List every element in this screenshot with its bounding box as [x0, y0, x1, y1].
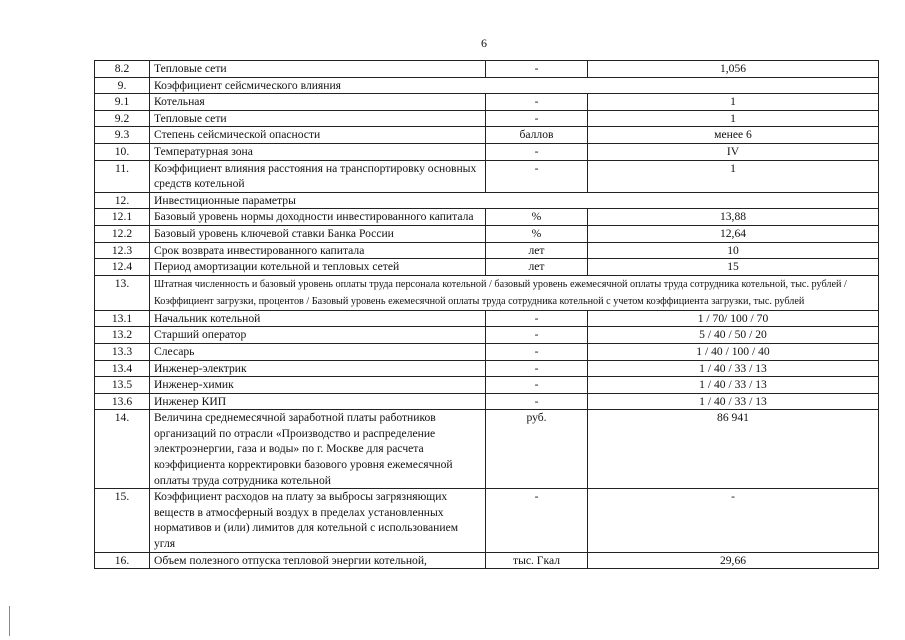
row-name: Начальник котельной	[150, 310, 486, 327]
row-value: 13,88	[588, 209, 879, 226]
table-row	[95, 192, 879, 209]
row-unit: -	[486, 94, 588, 111]
row-value: 1	[588, 110, 879, 127]
row-section-title: Штатная численность и базовый уровень оплаты труда персонала котельной / базовый уровень ежемесячной оплаты труда сотрудника котельной, тыс. рублей / Коэффициент загрузки, процентов / Базовый уровень ежемесячной оплаты труда сотрудника котельной с учетом коэффициента загрузки, тыс. рублей	[150, 275, 879, 310]
row-unit: баллов	[486, 127, 588, 144]
table-row	[95, 393, 879, 410]
row-name: Базовый уровень ключевой ставки Банка России	[150, 225, 486, 242]
row-unit: -	[486, 343, 588, 360]
row-unit: -	[486, 393, 588, 410]
row-number: 13.4	[95, 360, 150, 377]
row-value: IV	[588, 143, 879, 160]
table-row	[95, 489, 879, 552]
row-name: Срок возврата инвестированного капитала	[150, 242, 486, 259]
row-name: Степень сейсмической опасности	[150, 127, 486, 144]
row-unit: лет	[486, 259, 588, 276]
row-number: 12.2	[95, 225, 150, 242]
table-row	[95, 127, 879, 144]
row-name: Коэффициент расходов на плату за выбросы загрязняющих веществ в атмосферный воздух в пределах установленных нормативов и (или) лимитов для котельной с использованием угля	[150, 489, 486, 552]
table-row	[95, 275, 879, 310]
row-number: 8.2	[95, 61, 150, 78]
table-row	[95, 61, 879, 78]
row-unit: %	[486, 209, 588, 226]
row-value: 1 / 40 / 33 / 13	[588, 377, 879, 394]
row-number: 12.	[95, 192, 150, 209]
row-number: 9.2	[95, 110, 150, 127]
row-value: 12,64	[588, 225, 879, 242]
row-section-title: Коэффициент сейсмического влияния	[150, 77, 879, 94]
row-unit: -	[486, 61, 588, 78]
table-row	[95, 94, 879, 111]
table-row	[95, 259, 879, 276]
row-value: 15	[588, 259, 879, 276]
row-value: 29,66	[588, 552, 879, 569]
row-number: 13.2	[95, 327, 150, 344]
row-name: Период амортизации котельной и тепловых сетей	[150, 259, 486, 276]
row-number: 13.6	[95, 393, 150, 410]
scan-edge-mark	[9, 606, 10, 636]
row-number: 13.1	[95, 310, 150, 327]
row-value: 5 / 40 / 50 / 20	[588, 327, 879, 344]
table-row	[95, 160, 879, 192]
row-value: 1 / 40 / 33 / 13	[588, 360, 879, 377]
table-row	[95, 225, 879, 242]
row-number: 16.	[95, 552, 150, 569]
row-unit: лет	[486, 242, 588, 259]
row-value: 1	[588, 160, 879, 192]
row-number: 13.3	[95, 343, 150, 360]
row-name: Базовый уровень нормы доходности инвестированного капитала	[150, 209, 486, 226]
row-unit: -	[486, 360, 588, 377]
table-row	[95, 143, 879, 160]
table-row	[95, 327, 879, 344]
row-name: Тепловые сети	[150, 61, 486, 78]
table-row	[95, 343, 879, 360]
row-value: 86 941	[588, 410, 879, 489]
table-row	[95, 209, 879, 226]
row-value: 10	[588, 242, 879, 259]
row-value: 1 / 70/ 100 / 70	[588, 310, 879, 327]
table-row	[95, 310, 879, 327]
row-value: 1,056	[588, 61, 879, 78]
table-row	[95, 410, 879, 489]
row-section-title: Инвестиционные параметры	[150, 192, 879, 209]
row-number: 14.	[95, 410, 150, 489]
row-unit: -	[486, 489, 588, 552]
row-unit: руб.	[486, 410, 588, 489]
row-value: менее 6	[588, 127, 879, 144]
row-number: 13.5	[95, 377, 150, 394]
row-value: 1	[588, 94, 879, 111]
row-unit: -	[486, 310, 588, 327]
row-number: 9.1	[95, 94, 150, 111]
row-name: Температурная зона	[150, 143, 486, 160]
row-value: 1 / 40 / 33 / 13	[588, 393, 879, 410]
table-row	[95, 552, 879, 569]
row-unit: -	[486, 110, 588, 127]
row-unit: -	[486, 160, 588, 192]
table-row	[95, 110, 879, 127]
row-name: Коэффициент влияния расстояния на транспортировку основных средств котельной	[150, 160, 486, 192]
row-name: Инженер-электрик	[150, 360, 486, 377]
row-name: Объем полезного отпуска тепловой энергии котельной,	[150, 552, 486, 569]
row-number: 15.	[95, 489, 150, 552]
table-row	[95, 77, 879, 94]
table-row	[95, 360, 879, 377]
row-unit: -	[486, 327, 588, 344]
row-unit: -	[486, 377, 588, 394]
row-value: 1 / 40 / 100 / 40	[588, 343, 879, 360]
row-name: Котельная	[150, 94, 486, 111]
row-name: Величина среднемесячной заработной платы работников организаций по отрасли «Производство и распределение электроэнергии, газа и воды» по г. Москве для расчета коэффициента корректировки базового уровня ежемесячной оплаты труда сотрудника котельной	[150, 410, 486, 489]
row-unit: тыс. Гкал	[486, 552, 588, 569]
row-number: 13.	[95, 275, 150, 310]
row-number: 11.	[95, 160, 150, 192]
row-number: 9.3	[95, 127, 150, 144]
row-unit: -	[486, 143, 588, 160]
row-number: 12.1	[95, 209, 150, 226]
table-row	[95, 377, 879, 394]
parameters-table	[94, 60, 879, 569]
page-number: 6	[481, 36, 487, 50]
row-unit: %	[486, 225, 588, 242]
row-name: Инженер-химик	[150, 377, 486, 394]
row-number: 10.	[95, 143, 150, 160]
row-number: 12.3	[95, 242, 150, 259]
row-name: Тепловые сети	[150, 110, 486, 127]
row-name: Старший оператор	[150, 327, 486, 344]
row-number: 9.	[95, 77, 150, 94]
table-row	[95, 242, 879, 259]
row-value: -	[588, 489, 879, 552]
row-name: Инженер КИП	[150, 393, 486, 410]
row-number: 12.4	[95, 259, 150, 276]
row-name: Слесарь	[150, 343, 486, 360]
